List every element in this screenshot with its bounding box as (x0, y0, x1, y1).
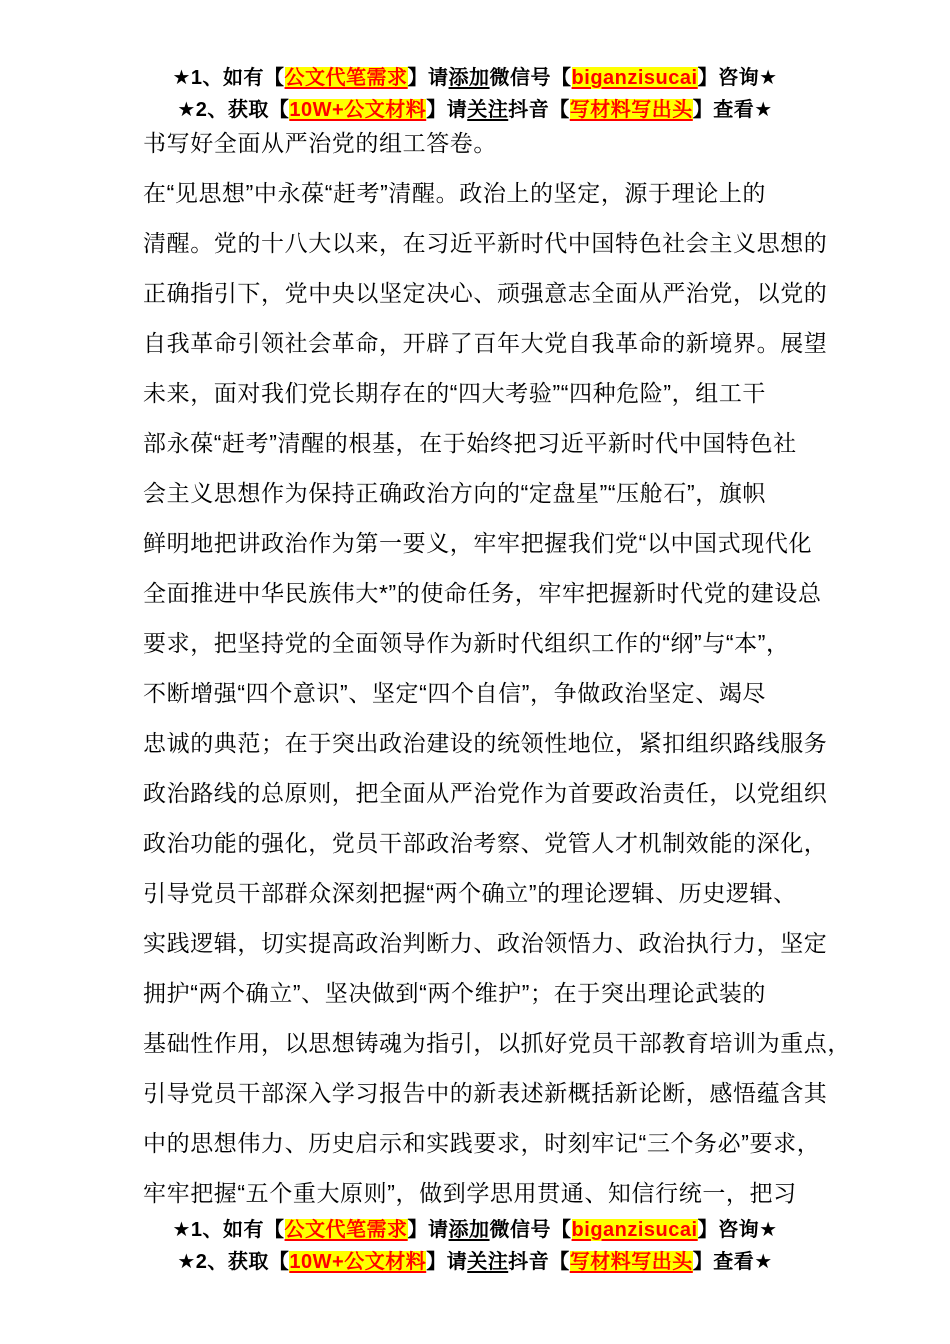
body-text-line: 在“见思想”中永葆“赶考”清醒。政治上的坚定，源于理论上的 (143, 180, 767, 206)
promo-line (0, 1214, 950, 1246)
body-text-line: 基础性作用，以思想铸魂为指引，以抓好党员干部教育培训为重点， (143, 1030, 851, 1056)
body-text-line: 未来，面对我们党长期存在的“四大考验”“四种危险”，组工干 (143, 380, 767, 406)
body-text-line: 忠诚的典范；在于突出政治建设的统领性地位，紧扣组织路线服务 (143, 730, 828, 756)
body-text-line: 书写好全面从严治党的组工答卷。 (143, 130, 497, 156)
promo-underline-text: 添加 (448, 1219, 490, 1241)
promo-text: 微信号【 (489, 1219, 572, 1241)
promo-highlight-text: 10W+公文材料 (289, 99, 427, 121)
body-text-line: 政治功能的强化，党员干部政治考察、党管人才机制效能的深化， (143, 830, 828, 856)
body-text-line: 不断增强“四个意识”、坚定“四个自信”，争做政治坚定、竭尽 (143, 680, 767, 706)
body-text-line: 自我革命引领社会革命，开辟了百年大党自我革命的新境界。展望 (143, 330, 828, 356)
body-text-line: 部永葆“赶考”清醒的根基，在于始终把习近平新时代中国特色社 (143, 430, 797, 456)
body-text-line: 要求，把坚持党的全面领导作为新时代组织工作的“纲”与“本”， (143, 630, 790, 656)
promo-line (0, 1246, 950, 1278)
body-text-line: 全面推进中华民族伟大*”的使命任务，牢牢把握新时代党的建设总 (143, 580, 822, 606)
footer-promo-banner (0, 1214, 950, 1278)
body-text-line: 清醒。党的十八大以来，在习近平新时代中国特色社会主义思想的 (143, 230, 828, 256)
promo-line (0, 62, 950, 94)
promo-text: 】请 (426, 1251, 468, 1273)
body-text-line: 拥护“两个确立”、坚决做到“两个维护”；在于突出理论武装的 (143, 980, 767, 1006)
promo-underline-text: 关注 (467, 99, 509, 121)
promo-highlight-text: biganzisucai (571, 67, 698, 89)
body-text-line: 中的思想伟力、历史启示和实践要求，时刻牢记“三个务必”要求， (143, 1130, 821, 1156)
promo-text: 】查看★ (692, 99, 773, 121)
promo-text: ★2、获取【 (177, 1251, 290, 1273)
promo-text: ★2、获取【 (177, 99, 290, 121)
promo-text: 】咨询★ (697, 1219, 778, 1241)
promo-underline-text: 添加 (448, 67, 490, 89)
promo-text: ★1、如有【 (172, 1219, 285, 1241)
promo-highlight-text: 公文代笔需求 (284, 67, 408, 89)
header-promo-banner (0, 62, 950, 126)
promo-highlight-text: 10W+公文材料 (289, 1251, 427, 1273)
body-text-line: 牢牢把握“五个重大原则”，做到学思用贯通、知信行统一，把习 (143, 1180, 797, 1206)
promo-text: 】咨询★ (697, 67, 778, 89)
promo-text: ★1、如有【 (172, 67, 285, 89)
body-text-line: 政治路线的总原则，把全面从严治党作为首要政治责任，以党组织 (143, 780, 828, 806)
promo-text: 】请 (407, 1219, 449, 1241)
promo-highlight-text: 写材料写出头 (569, 99, 693, 121)
promo-text: 抖音【 (508, 1251, 570, 1273)
promo-text: 抖音【 (508, 99, 570, 121)
document-body (143, 118, 851, 1218)
promo-text: 】请 (407, 67, 449, 89)
body-text-line: 会主义思想作为保持正确政治方向的“定盘星”“压舱石”，旗帜 (143, 480, 767, 506)
promo-highlight-text: biganzisucai (571, 1219, 698, 1241)
promo-text: 】查看★ (692, 1251, 773, 1273)
body-text-line: 引导党员干部深入学习报告中的新表述新概括新论断，感悟蕴含其 (143, 1080, 828, 1106)
body-text-line: 鲜明地把讲政治作为第一要义，牢牢把握我们党“以中国式现代化 (143, 530, 813, 556)
promo-highlight-text: 写材料写出头 (569, 1251, 693, 1273)
promo-highlight-text: 公文代笔需求 (284, 1219, 408, 1241)
body-text-line: 引导党员干部群众深刻把握“两个确立”的理论逻辑、历史逻辑、 (143, 880, 797, 906)
body-text-line: 实践逻辑，切实提高政治判断力、政治领悟力、政治执行力，坚定 (143, 930, 828, 956)
promo-text: 】请 (426, 99, 468, 121)
promo-text: 微信号【 (489, 67, 572, 89)
promo-underline-text: 关注 (467, 1251, 509, 1273)
body-text-line: 正确指引下，党中央以坚定决心、顽强意志全面从严治党，以党的 (143, 280, 828, 306)
